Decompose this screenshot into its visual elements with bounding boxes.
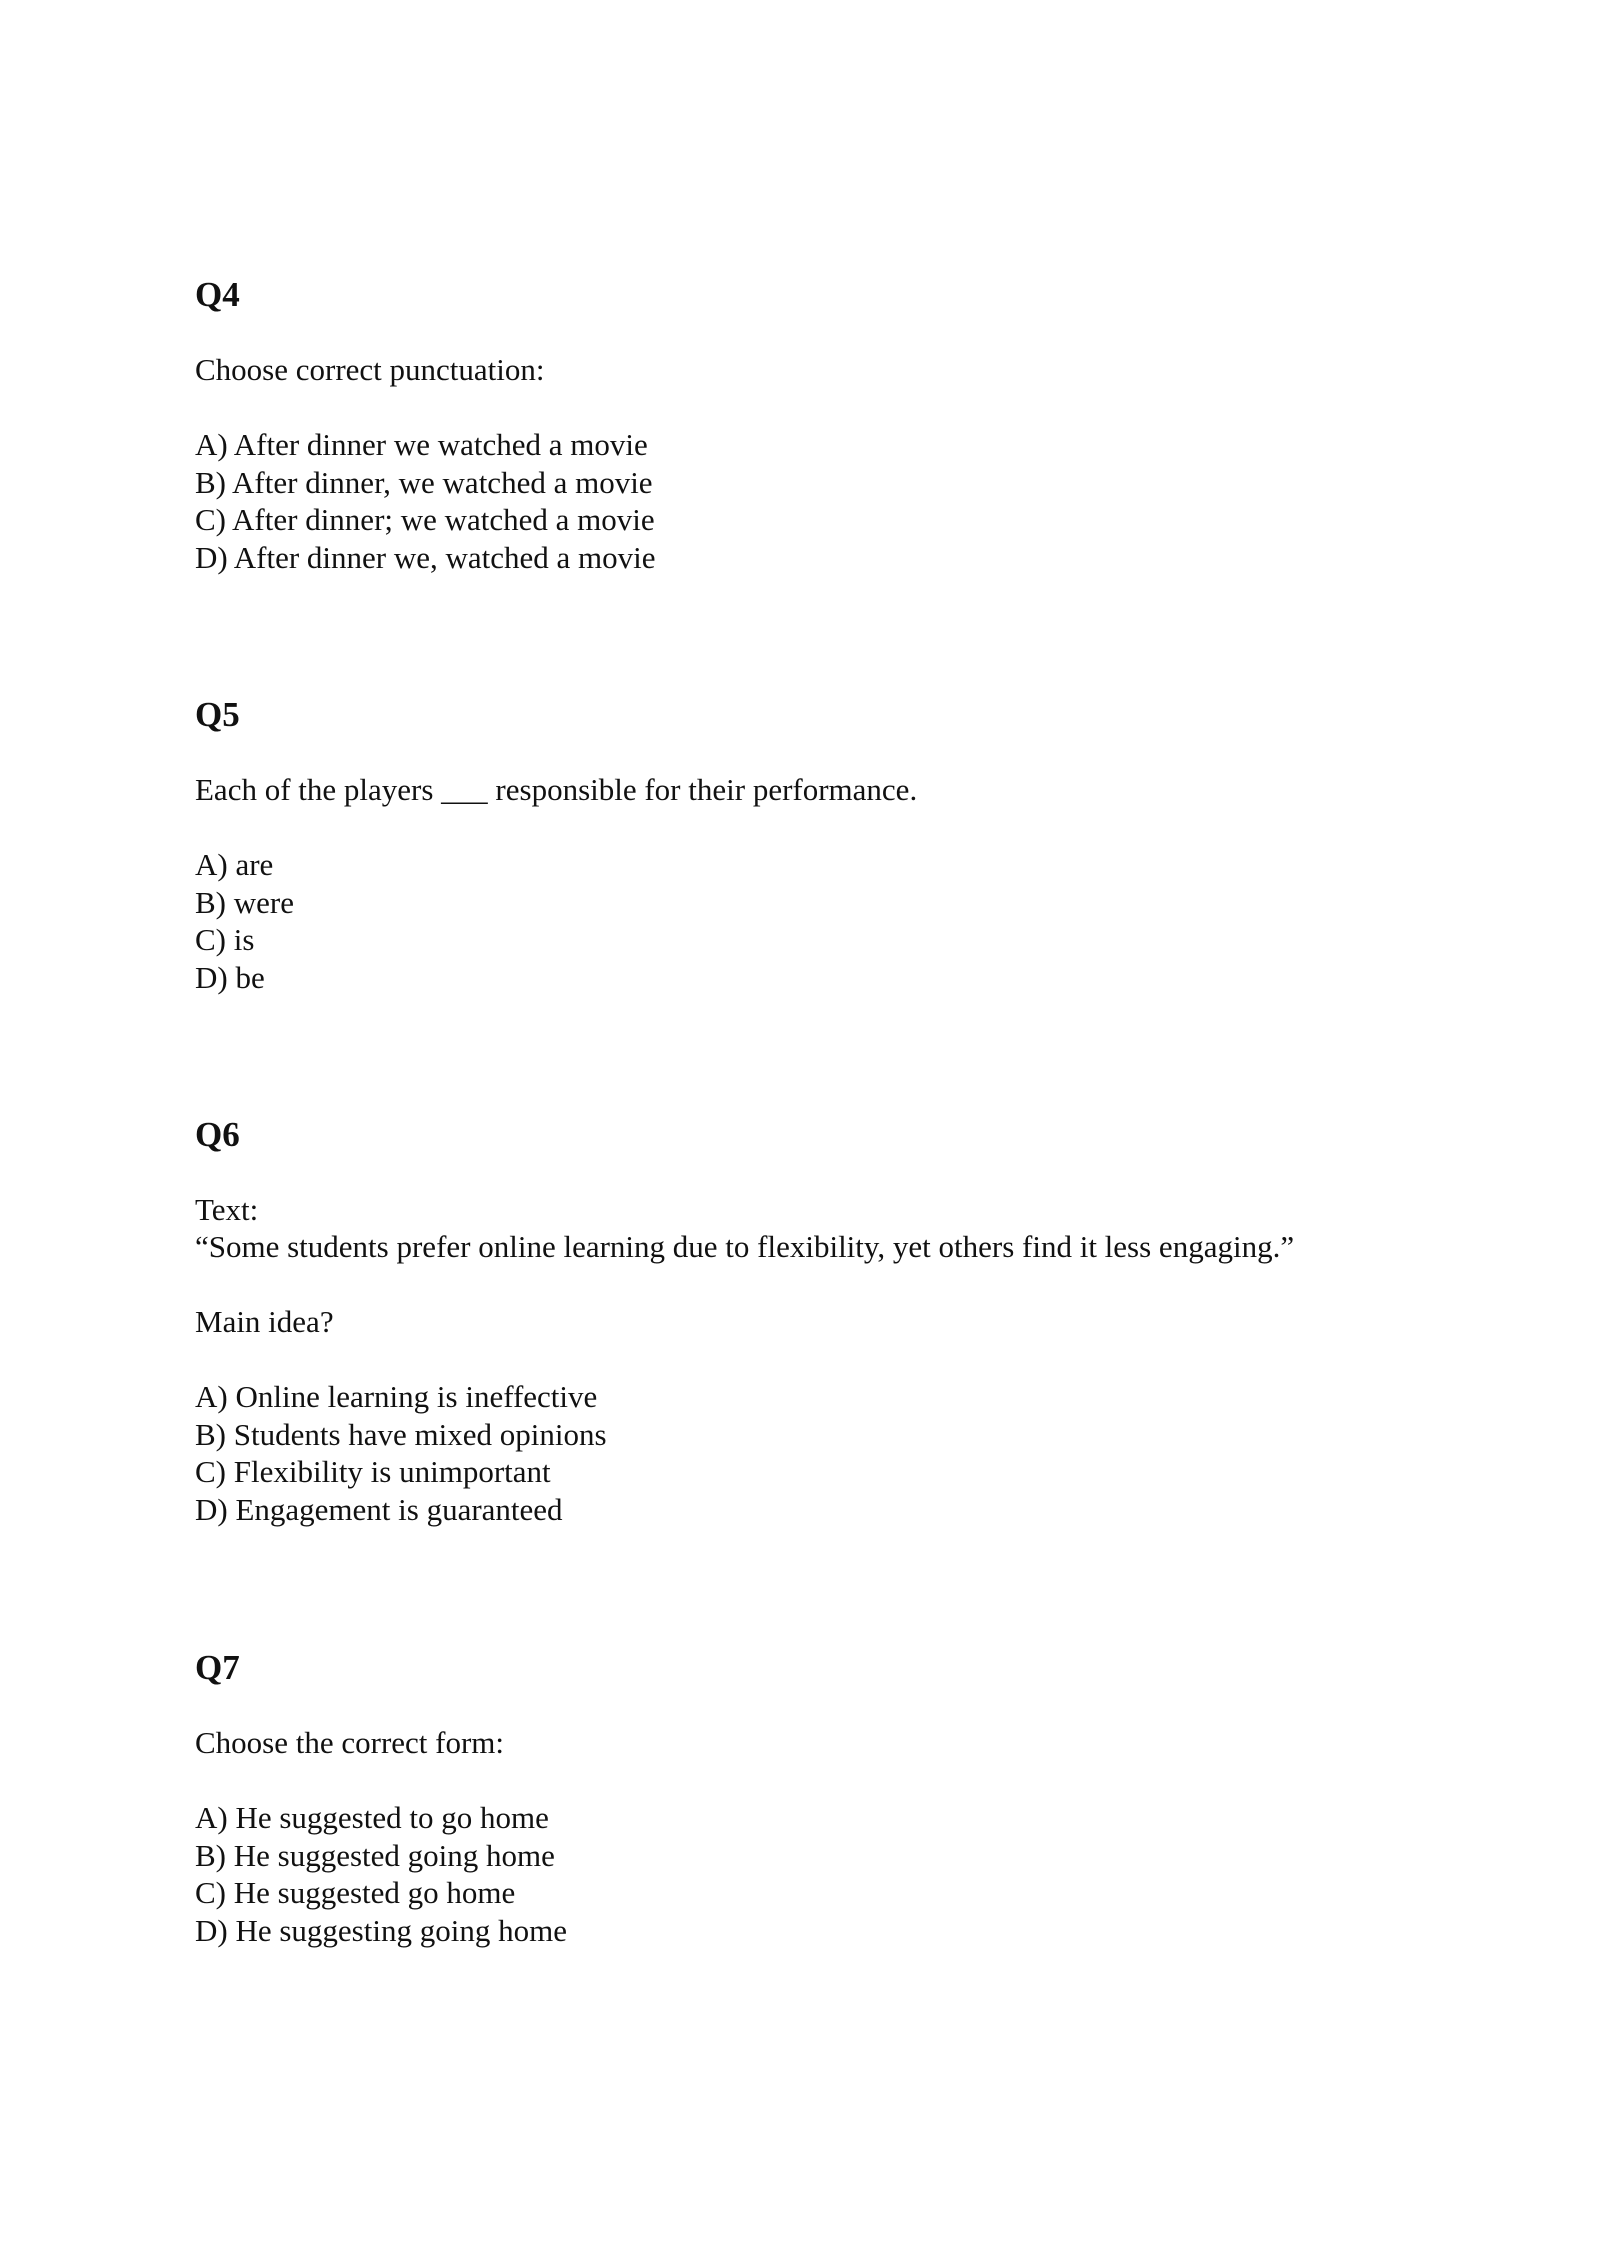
- answer-option-b: B) were: [195, 884, 294, 920]
- answer-options: [195, 426, 1445, 576]
- question-5: [195, 695, 1445, 996]
- question-7: [195, 1648, 1445, 1949]
- question-prompt: Main idea?: [195, 1304, 334, 1339]
- answer-option-b: B) Students have mixed opinions: [195, 1416, 607, 1452]
- answer-option-a: A) He suggested to go home: [195, 1800, 549, 1835]
- question-prompt: Each of the players ___ responsible for their performance.: [195, 772, 918, 807]
- question-4: [195, 275, 1445, 576]
- answer-option-a: A) are: [195, 847, 274, 882]
- passage-quote: “Some students prefer online learning due to flexibility, yet others find it less engaging.”: [195, 1229, 1295, 1264]
- answer-option-d: D) After dinner we, watched a movie: [195, 539, 656, 575]
- answer-options: [195, 1378, 1445, 1528]
- question-6: [195, 1115, 1445, 1528]
- answer-option-c: C) After dinner; we watched a movie: [195, 502, 655, 537]
- question-label: Q5: [195, 695, 240, 734]
- question-prompt: Choose correct punctuation:: [195, 352, 545, 387]
- answer-option-c: C) Flexibility is unimportant: [195, 1454, 551, 1489]
- answer-options: [195, 846, 1445, 996]
- question-label: Q7: [195, 1648, 240, 1687]
- answer-option-c: C) is: [195, 922, 255, 957]
- answer-option-d: D) He suggesting going home: [195, 1912, 567, 1948]
- question-prompt: Choose the correct form:: [195, 1725, 505, 1760]
- text-label: Text:: [195, 1192, 259, 1227]
- answer-option-c: C) He suggested go home: [195, 1875, 516, 1910]
- answer-option-b: B) He suggested going home: [195, 1837, 555, 1873]
- answer-option-a: A) After dinner we watched a movie: [195, 427, 648, 462]
- question-label: Q6: [195, 1115, 240, 1154]
- answer-option-d: D) be: [195, 959, 265, 995]
- question-label: Q4: [195, 275, 240, 314]
- answer-option-d: D) Engagement is guaranteed: [195, 1491, 563, 1527]
- answer-option-a: A) Online learning is ineffective: [195, 1379, 598, 1414]
- answer-options: [195, 1799, 1445, 1949]
- answer-option-b: B) After dinner, we watched a movie: [195, 464, 653, 500]
